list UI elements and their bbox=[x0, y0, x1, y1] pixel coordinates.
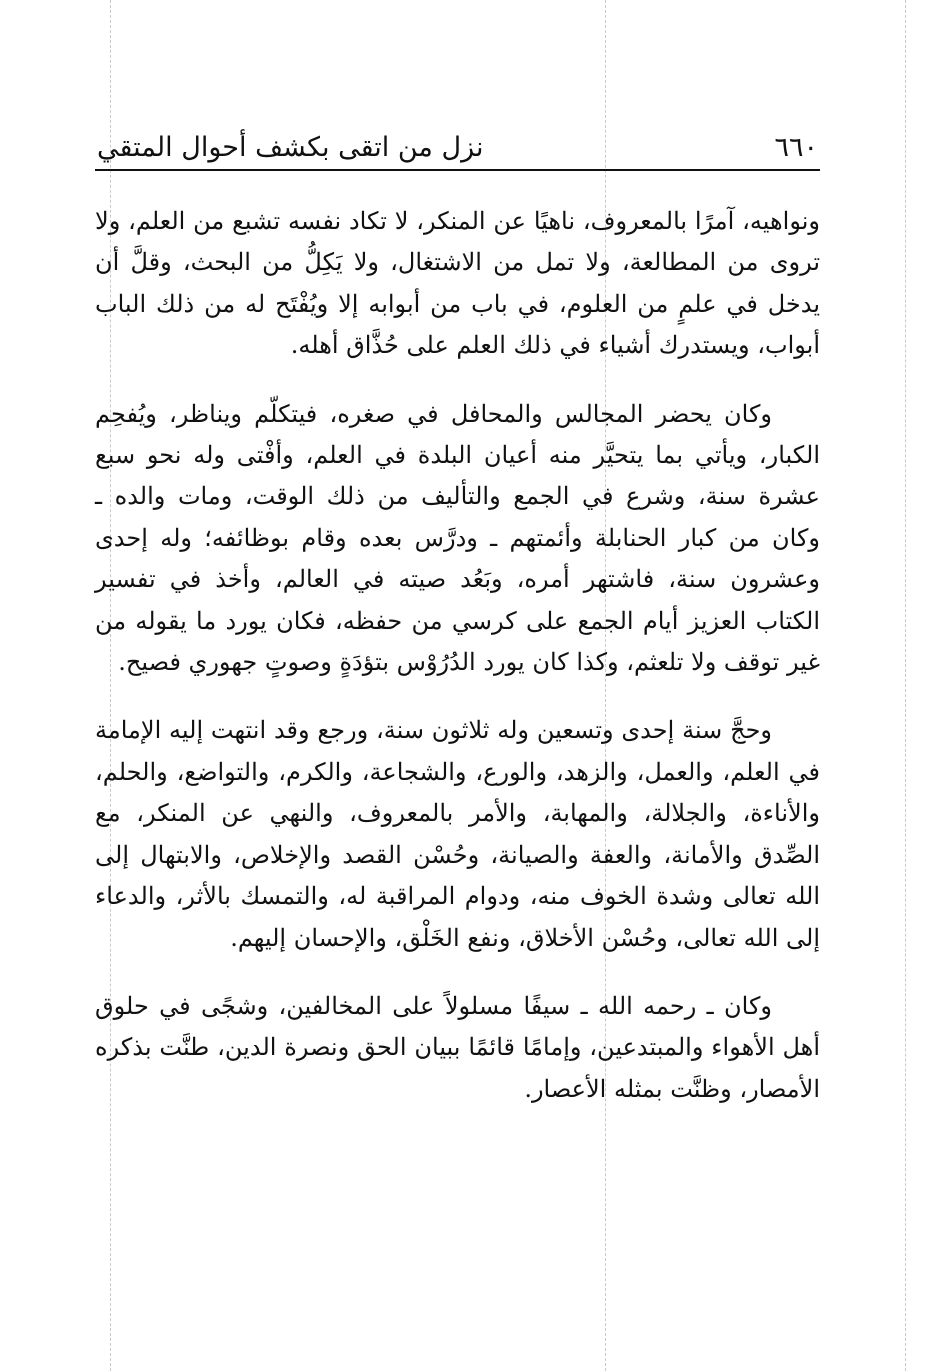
running-title: نزل من اتقى بكشف أحوال المتقي bbox=[97, 132, 484, 163]
page-body bbox=[95, 201, 820, 1110]
paragraph: وكان يحضر المجالس والمحافل في صغره، فيتكلّم ويناظر، ويُفحِم الكبار، ويأتي بما يتحيَّر منه أعيان البلدة في العلم، وأفْتى وله نحو سبع عشرة سنة، وشرع في الجمع والتأليف من ذلك الوقت، ومات والده ـ وكان من كبار الحنابلة وأئمتهم ـ ودرَّس بعده وقام بوظائفه؛ وله إحدى وعشرون سنة، فاشتهر أمره، وبَعُد صيته في العالم، وأخذ في تفسير الكتاب العزيز أيام الجمع على كرسي من حفظه، فكان يورد ما يقوله من غير توقف ولا تلعثم، وكذا كان يورد الدُرُوْس بتؤدَةٍ وصوتٍ جهوري فصيح. bbox=[95, 399, 821, 677]
paragraph: ونواهيه، آمرًا بالمعروف، ناهيًا عن المنكر، لا تكاد نفسه تشبع من العلم، ولا تروى من المطالعة، ولا تمل من الاشتغال، ولا يَكِلُّ من البحث، وقلَّ أن يدخل في علمٍ من العلوم، في باب من أبوابه إلا ويُفْتَح له من ذلك الباب أبواب، ويستدرك أشياء في ذلك العلم على حُذَّاق أهله. bbox=[95, 207, 820, 360]
page-number: ٦٦٠ bbox=[774, 132, 818, 163]
scan-fold-line bbox=[905, 0, 906, 1371]
book-page bbox=[95, 125, 820, 1137]
paragraph: وحجَّ سنة إحدى وتسعين وله ثلاثون سنة، ورجع وقد انتهت إليه الإمامة في العلم، والعمل، والزهد، والورع، والشجاعة، والكرم، والتواضع، والحلم، والأناءة، والجلالة، والمهابة، والأمر بالمعروف، والنهي عن المنكر، مع الصِّدق والأمانة، والعفة والصيانة، وحُسْن القصد والإخلاص، والابتهال إلى الله تعالى وشدة الخوف منه، ودوام المراقبة له، والتمسك بالأثر، والدعاء إلى الله تعالى، وحُسْن الأخلاق، ونفع الخَلْق، والإحسان إليهم. bbox=[95, 716, 820, 952]
page-header bbox=[95, 125, 820, 171]
paragraph: وكان ـ رحمه الله ـ سيفًا مسلولاً على المخالفين، وشجًى في حلوق أهل الأهواء والمبتدعين، وإمامًا قائمًا ببيان الحق ونصرة الدين، طنَّت بذكره الأمصار، وظنَّت بمثله الأعصار. bbox=[95, 991, 820, 1103]
